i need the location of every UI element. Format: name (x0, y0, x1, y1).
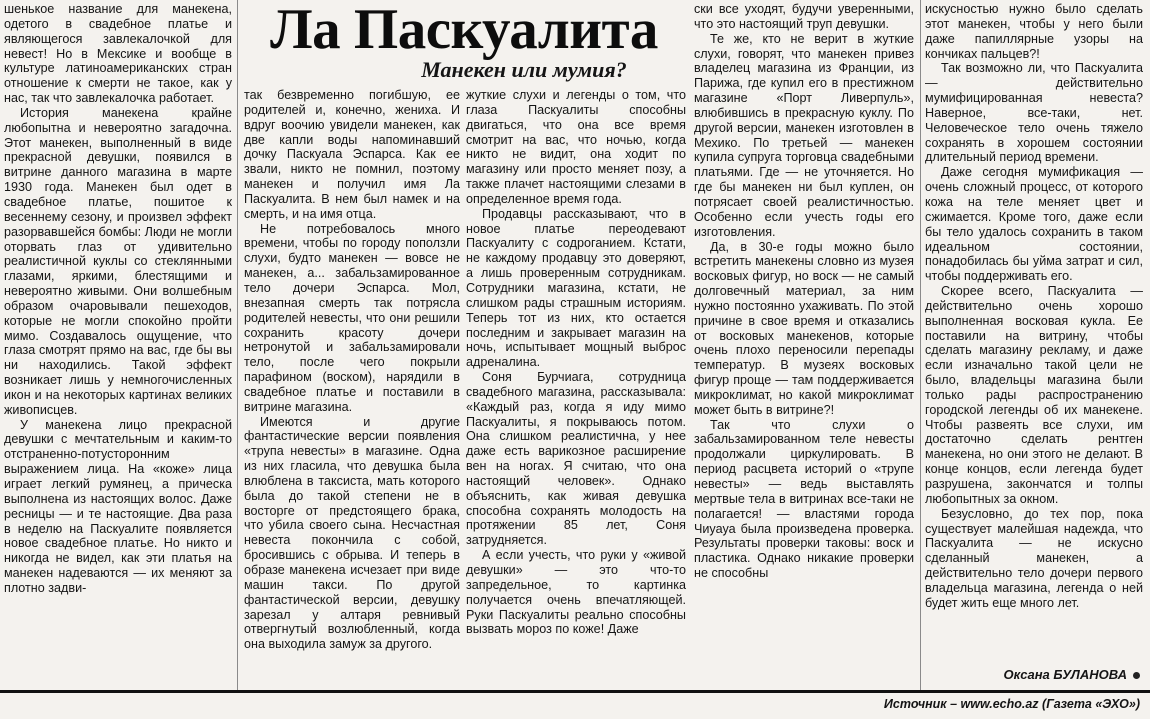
paragraph: ски все уходят, будучи уверенными, что это настоящий труп девушки. (694, 2, 914, 31)
article-column-2 (244, 88, 460, 652)
paragraph: Те же, кто не верит в жуткие слухи, говорят, что манекен привез владелец магазина из Франции, из Парижа, где купил его в престижном магазине «Порт Ливерпуль», влюбившись в прекрасную куклу. По другой версии, манекен изготовлен в Мехико. По третьей — манекен купила супруга торговца свадебными платьями. Где — не уточняется. Но где бы манекен ни был куплен, он потрясает своей реалистичностью. Особенно если учесть годы его изготовления. (694, 31, 914, 239)
paragraph: Соня Бурчиага, сотрудница свадебного магазина, рассказывала: «Каждый раз, когда я иду мимо Паскуалиты, я покрываюсь потом. Она слишком реалистична, у нее даже есть варикозное расширение вен на ногах. Я считаю, что она настоящий человек». Однако объяснить, как живая девушка способна сохранять молодость на протяжении 85 лет, Соня затрудняется. (466, 370, 686, 548)
paragraph: Так возможно ли, что Паскуалита — действительно мумифицированная невеста? Наверное, все-таки, нет. Человеческое тело очень тяжело сохранять в хорошем состоянии длительный период времени. (925, 61, 1143, 165)
paragraph: А если учесть, что руки у «живой девушки» — это что-то запредельное, то картинка получается очень впечатляющей. Руки Паскуалиты реально способны вызвать мороз по коже! Даже (466, 548, 686, 637)
author-byline (980, 667, 1140, 682)
article-column-4 (694, 2, 914, 581)
paragraph: искусностью нужно было сделать этот манекен, чтобы у него были даже папиллярные узоры на кончиках пальцев?! (925, 2, 1143, 61)
article-column-1 (4, 2, 232, 596)
paragraph: Продавцы рассказывают, что в новое платье переодевают Паскуалиту с содроганием. Кстати, не каждому продавцу это доверяют, а лишь проверенным сотрудникам. Сотрудники магазина, кстати, не слишком рады страшным историям. Теперь тот из них, кто остается последним и закрывает магазин на ночь, испытывает мощный выброс адреналина. (466, 206, 686, 370)
article-subtitle: Манекен или мумия? (421, 57, 627, 82)
article-title: Ла Паскуалита (270, 0, 658, 61)
paragraph: Так что слухи о забальзамированном теле невесты продолжали циркулировать. В период расцвета историй о «трупе невесты» — ведь выставлять мертвые тела в витринах все-таки не полагается! — властями города Чиуауа была произведена проверка. Результаты проверки таковы: воск и пластика. Однако никакие проверки не способны (694, 417, 914, 581)
paragraph: Даже сегодня мумификация — очень сложный процесс, от которого кожа на теле меняет цвет и сжимается. Кроме того, даже если бы тело удалось сохранить в таком идеальном состоянии, понадобилась бы уйма затрат и сил, чтобы поддерживать его. (925, 165, 1143, 284)
paragraph: шенькое название для манекена, одетого в свадебное платье и являющегося завлекалочкой для невест! Но в Мексике и вообще в культуре латиноамериканских стран отношение к смерти не такое, как у нас, так что завлекалочка работает. (4, 2, 232, 106)
column-rule (237, 0, 238, 690)
paragraph: Скорее всего, Паскуалита — действительно очень хорошо выполненная восковая кукла. Ее поставили на витрину, чтобы сделать магазину рекламу, и даже если изначально такой цели не было, владельцы магазина были только рады распространению городской легенды об их манекене. Чтобы развеять все слухи, им достаточно сделать рентген манекена, но они этого не делают. В конце концов, если легенда будет разрушена, закончатся и толпы любопытных за окном. (925, 284, 1143, 506)
paragraph: Не потребовалось много времени, чтобы по городу поползли слухи, будто манекен — вовсе не манекен, а... забальзамированное тело дочери Эспарса. Мол, внезапная смерть так потрясла родителей невесты, что они решили сохранить красоту дочери нетронутой и забальзамировали тело, после чего покрыли парафином (воском), нарядили в свадебное платье и поставили в витрине магазина. (244, 221, 460, 414)
paragraph: Имеются и другие фантастические версии появления «трупа невесты» в магазине. Одна из них гласила, что девушка была влюблена в таксиста, мать которого была до такой степени не в восторге от предстоящего брака, что убила своего сына. Несчастная невеста покончила с собой, бросившись с обрыва. И теперь в образе манекена исчезает при виде машин такси. По другой фантастической версии, девушку зарезал у алтаря ревнивый отвергнутый возлюбленный, когда она выходила замуж за другого. (244, 414, 460, 652)
article-column-3 (466, 88, 686, 637)
article-column-5 (925, 2, 1143, 611)
author-name: Оксана БУЛАНОВА (1003, 667, 1127, 682)
paragraph: У манекена лицо прекрасной девушки с мечтательным и каким-то отстраненно-потусторонним выражением лица. На «коже» лица играет легкий румянец, а прическа выполнена из настоящих волос. Даже ресницы — и те настоящие. Два раза в неделю на Паскуалите появляется новое свадебное платье. Но никто и никогда не видел, как эти платья на манекен надеваются — их меняют за плотно задви- (4, 417, 232, 595)
paragraph: История манекена крайне любопытна и невероятно загадочна. Этот манекен, выполненный в виде прекрасной девушки, появился в витрине данного магазина в марте 1930 года. Манекен был одет в свадебное платье, пошитое к весеннему сезону, и произвел эффект разорвавшейся бомбы: Люди не могли оторвать глаз от удивительно реалистичной куклы со стеклянными глазами, яркими, блестящими и невероятно живыми. Они волшебным образом очаровывали пешеходов, которые не могли спокойно пройти мимо. Создавалось ощущение, что глаза смотрят прямо на вас, где бы вы ни находились. Такой эффект возникает лишь у немногочисленных икон и на некоторых картинах великих живописцев. (4, 105, 232, 417)
paragraph: жуткие слухи и легенды о том, что глаза Паскуалиты способны двигаться, что она все время смотрит на вас, что ночью, когда никто не видит, она ходит по магазину или просто меняет позу, а также плачет настоящими слезами в определенное время года. (466, 88, 686, 206)
source-credit: Источник – www.echo.az (Газета «ЭХО») (883, 697, 1140, 711)
paragraph: Безусловно, до тех пор, пока существует малейшая надежда, что Паскуалита — не искусно сделанный манекен, а действительно тело дочери первого владельца магазина, легенда о ней будет жить еще много лет. (925, 506, 1143, 610)
column-rule (920, 0, 921, 690)
paragraph: Да, в 30-е годы можно было встретить манекены словно из музея восковых фигур, но воск — не самый долговечный материал, за ним нужно постоянно ухаживать. По этой причине в свое время и отказались от восковых манекенов, которые очень плохо переносили перепады температур. В музеях восковых фигур проще — там поддерживается микроклимат, но какой микроклимат может быть в витрине?! (694, 239, 914, 417)
paragraph: так безвременно погибшую, ее родителей и, конечно, жениха. И вдруг воочию увидели манекен, как две капли воды напоминавший дочку Паскуала Эспарса. Как ее звали, никто не помнил, поэтому манекен и получил имя Ла Паскуалита. В нем был намек и на смерть, и на имя отца. (244, 88, 460, 221)
footer-rule (0, 690, 1150, 693)
bullet-icon (1133, 672, 1140, 679)
